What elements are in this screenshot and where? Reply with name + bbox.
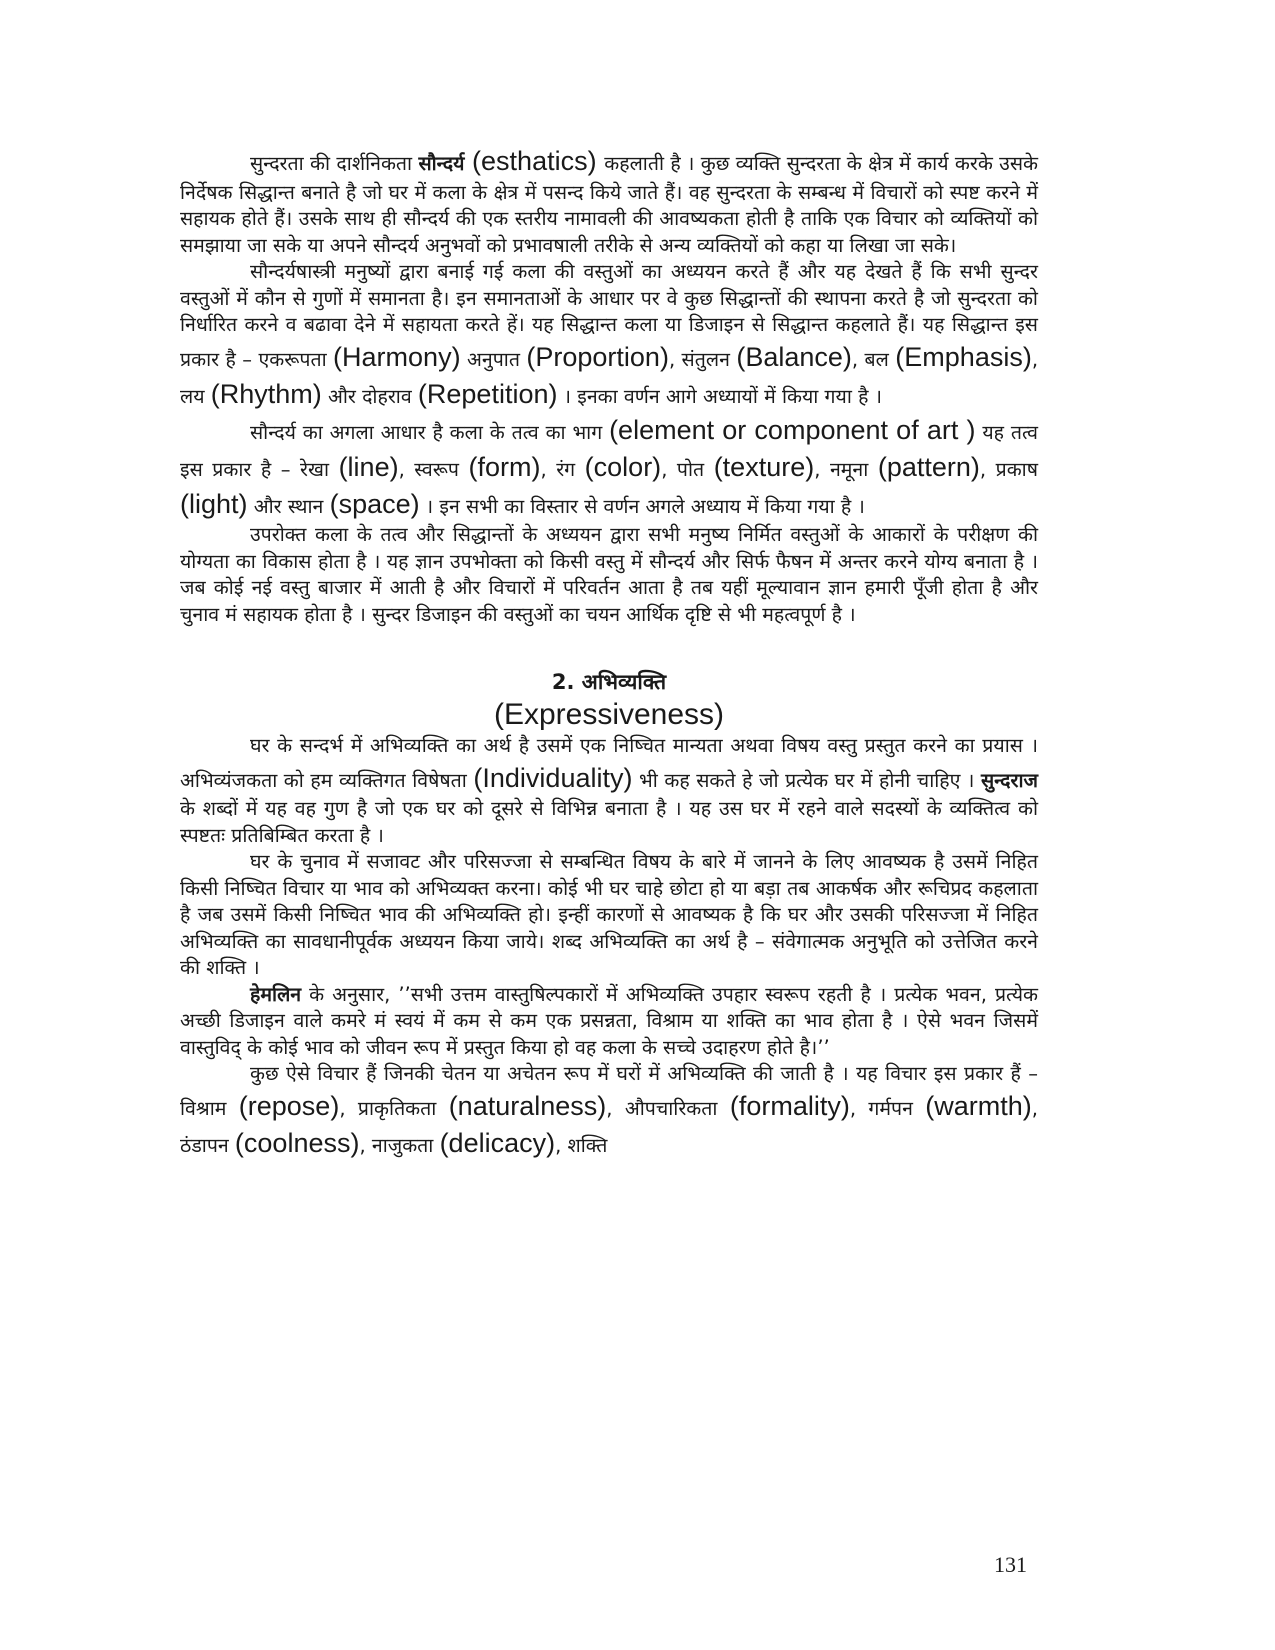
- text: । इन सभी का विस्तार से वर्णन अगले अध्याय में किया गया है ।: [419, 494, 865, 518]
- english-term: (Individuality): [473, 762, 633, 793]
- text: घर के सन्दर्भ में अभिव्यक्ति का अर्थ है उसमें एक निष्चित मान्यता अथवा विषय वस्तु प्रस्तुत करने का प्रयास । अभिव्यंजकता को हम व्यक्तिगत विषेषता: [180, 734, 1038, 792]
- english-term: (delicacy): [439, 1127, 556, 1158]
- text: के अनुसार, ’’सभी उत्तम वास्तुषिल्पकारों में अभिव्यक्ति उपहार स्वरूप रहती है । प्रत्येक भवन, प्रत्येक अच्छी डिजाइन वाले कमरे मं स्वयं में कम से कम एक प्रसन्नता, विश्राम या शक्ति का भाव होता है । ऐसे भवन जिसमें वास्तुविद् के कोई भाव को जीवन रूप में प्रस्तुत किया हो वह कला के सच्चे उदाहरण होते है।’’: [180, 982, 1038, 1059]
- text: सौन्दर्य का अगला आधार है कला के तत्व का भाग: [250, 421, 610, 445]
- paragraph-expressiveness: [180, 733, 1038, 849]
- bold-term: सुन्दराज: [980, 768, 1039, 792]
- text: , स्वरूप: [398, 457, 469, 481]
- english-term: (Balance): [736, 341, 852, 372]
- section-heading-english: (Expressiveness): [493, 698, 725, 732]
- text: , औपचारिकता: [606, 1096, 730, 1120]
- english-term: (element or component of art ): [609, 415, 976, 446]
- text: , प्राकृतिकता: [339, 1096, 449, 1120]
- english-term: (pattern): [877, 451, 980, 482]
- english-term: (esthatics): [464, 146, 605, 176]
- text: भी कह सकते हे जो प्रत्येक घर में होनी चाहिए ।: [632, 768, 981, 792]
- english-term: (space): [329, 488, 420, 519]
- text: , ठंडापन: [180, 1096, 1038, 1157]
- text: , नमूना: [814, 457, 878, 481]
- paragraph-study: [180, 522, 1038, 628]
- english-term: (Rhythm): [210, 378, 322, 409]
- english-term: (texture): [713, 451, 815, 482]
- text: , पोत: [661, 457, 714, 481]
- text: और दोहराव: [321, 384, 418, 408]
- text: उपरोक्त कला के तत्व और सिद्धान्तों के अध्ययन द्वारा सभी मनुष्य निर्मित वस्तुओं के आकारों के परीक्षण की योग्यता का विकास होता है । यह ज्ञान उपभोक्ता को किसी वस्तु में सौन्दर्य और सिर्फ फैषन में अन्तर करने योग्य बनाता है । जब कोई नई वस्तु बाजार में आती है और विचारों में परिवर्तन आता है तब यहीं मूल्यावान ज्ञान हमारी पूँजी होता है और चुनाव मं सहायक होता है । सुन्दर डिजाइन की वस्तुओं का चयन आर्थिक दृष्टि से भी महत्वपूर्ण है ।: [180, 523, 1038, 626]
- text: कहलाती है । कुछ व्यक्ति सुन्दरता के क्षेत्र में कार्य करके उसके निर्देषक सिद्धान्त बनाते है जो घर में कला के क्षेत्र में पसन्द किये जाते हैं। वह सुन्दरता के सम्बन्ध में विचारों को स्पष्ट करने में सहायक होते हैं। उसके साथ ही सौन्दर्य की एक स्तरीय नामावली की आवष्यकता होती है ताकि एक विचार को व्यक्तियों को समझाया जा सके या अपने सौन्दर्य अनुभवों को प्रभावषाली तरीके से अन्य व्यक्तियों को कहा या लिखा जा सके।: [180, 152, 1038, 257]
- page-number: 131: [994, 1552, 1027, 1577]
- english-term: (Repetition): [417, 378, 558, 409]
- english-term: (light): [180, 488, 248, 519]
- text: , गर्मपन: [849, 1096, 926, 1120]
- bold-term: सौन्दर्य: [418, 152, 465, 175]
- english-term: (repose): [238, 1090, 340, 1121]
- english-term: (warmth): [925, 1090, 1032, 1121]
- english-term: (Harmony): [333, 341, 461, 372]
- text: , रंग: [540, 457, 585, 481]
- text: घर के चुनाव में सजावट और परिसज्जा से सम्बन्धित विषय के बारे में जानने के लिए आवष्यक है उसमें निहित किसी निष्चित विचार या भाव को अभिव्यक्त करना। कोई भी घर चाहे छोटा हो या बड़ा तब आकर्षक और रूचिप्रद कहलाता है जब उसमें किसी निष्चित भाव की अभिव्यक्ति हो। इन्हीं कारणों से आवष्यक है कि घर और उसकी परिसज्जा में निहित अभिव्यक्ति का सावधानीपूर्वक अध्ययन किया जाये। शब्द अभिव्यक्ति का अर्थ है – संवेगात्मक अनुभूति को उत्तेजित करने की शक्ति ।: [180, 850, 1038, 980]
- text: अनुपात: [460, 347, 527, 371]
- paragraph-selection: [180, 849, 1038, 982]
- text: यह तत्व इस प्रकार है – रेखा: [180, 421, 1039, 481]
- text: , शक्ति: [555, 1133, 608, 1157]
- paragraph-principles: [180, 259, 1038, 412]
- text: , प्रकाष: [979, 457, 1038, 481]
- text: सौन्दर्यषास्त्री मनुष्यों द्वारा बनाई गई कला की वस्तुओं का अध्ययन करते हैं और यह देखते हैं कि सभी सुन्दर वस्तुओं में कौन से गुणों में समानता है। इन समानताओं के आधार पर वे कुछ सिद्धान्तों की स्थापना करते है जो सुन्दरता को निर्धारित करने व बढावा देने में सहायता करते हें। यह सिद्धान्त कला या डिजाइन से सिद्धान्त कहलाते हैं। यह सिद्धान्त इस प्रकार है – एकरूपता: [180, 260, 1038, 371]
- english-term: (line): [338, 451, 399, 482]
- paragraph-elements: [180, 412, 1038, 522]
- english-term: (Proportion): [526, 341, 669, 372]
- text: , नाजुकता: [359, 1133, 440, 1157]
- text: और स्थान: [247, 494, 330, 518]
- english-term: (naturalness): [448, 1090, 607, 1121]
- english-term: (form): [468, 451, 541, 482]
- english-term: (coolness): [234, 1127, 360, 1158]
- paragraph-quote: [180, 982, 1038, 1062]
- text: । इनका वर्णन आगे अध्यायों में किया गया है ।: [557, 384, 883, 408]
- paragraph-aesthetics: [180, 143, 1038, 259]
- english-term: (formality): [729, 1090, 850, 1121]
- paragraph-ideas: [180, 1061, 1038, 1161]
- text: , बल: [851, 347, 896, 371]
- english-term: (Emphasis): [895, 341, 1032, 372]
- text: के शब्दों में यह वह गुण है जो एक घर को दूसरे से विभिन्न बनाता है । यह उस घर में रहने वाले सदस्यों के व्यक्तित्व को स्पष्टतः प्रतिबिम्बित करता है ।: [180, 797, 1038, 847]
- english-term: (color): [584, 451, 662, 482]
- text: सुन्दरता की दार्शनिकता: [250, 152, 419, 175]
- section-heading-hindi: 2. अभिव्यक्ति: [551, 670, 667, 695]
- bold-term: हेमलिन: [250, 982, 302, 1006]
- text: कुछ ऐसे विचार हैं जिनकी चेतन या अचेतन रूप में घरों में अभिव्यक्ति की जाती है । यह विचार इस प्रकार हैं – विश्राम: [180, 1062, 1038, 1120]
- text: , संतुलन: [668, 347, 737, 371]
- document-page: [180, 143, 1038, 1161]
- text: , लय: [180, 347, 1039, 408]
